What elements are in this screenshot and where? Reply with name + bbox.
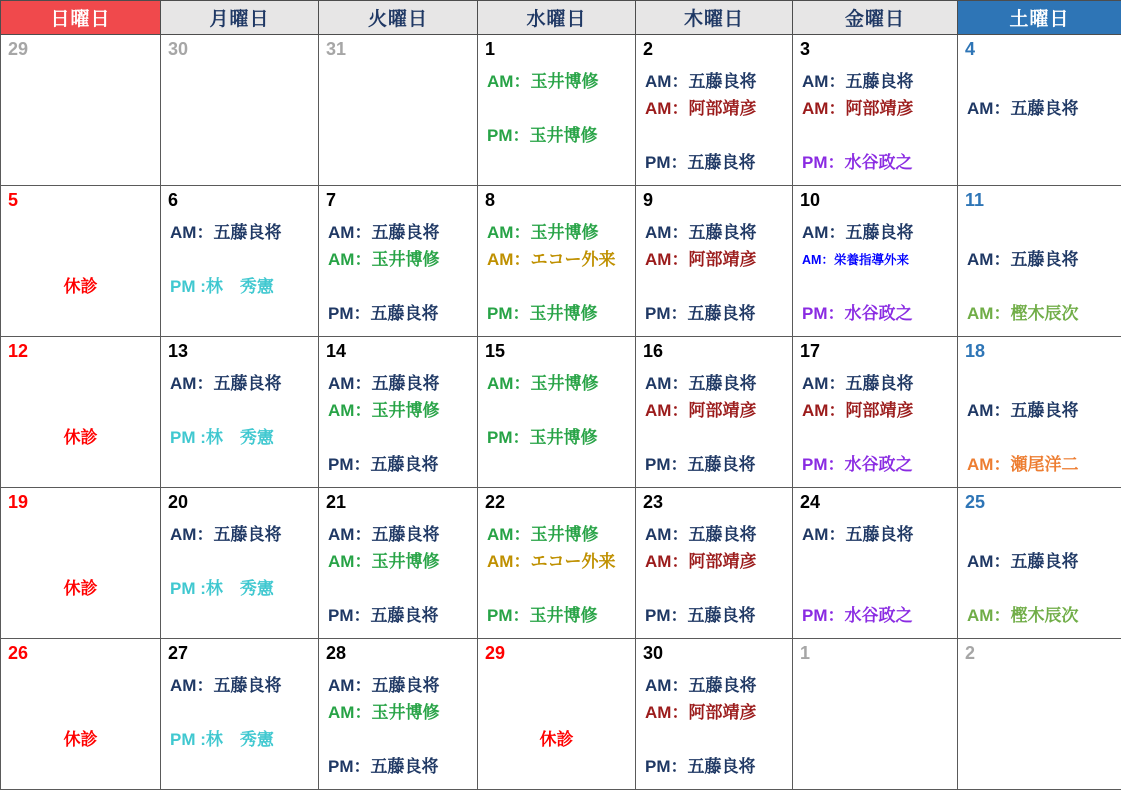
header-wednesday: 水曜日 [478, 1, 636, 35]
day-number: 8 [485, 190, 496, 210]
day-number: 9 [643, 190, 654, 210]
day-number: 19 [8, 492, 29, 512]
day-number: 11 [965, 190, 985, 210]
day-number: 17 [800, 341, 821, 361]
schedule-entry: AM：阿部靖彦 [645, 250, 757, 269]
day-cell [161, 186, 319, 337]
schedule-entry: AM：玉井博修 [487, 374, 599, 393]
schedule-entry: AM：玉井博修 [328, 401, 440, 420]
day-number: 15 [485, 341, 506, 361]
schedule-entry: AM：樫木辰次 [967, 304, 1079, 323]
schedule-entry: AM：玉井博修 [487, 223, 599, 242]
schedule-entry: AM：五藤良将 [328, 676, 440, 695]
day-cell [1, 488, 161, 639]
schedule-entry: PM：五藤良将 [645, 606, 756, 625]
day-cell [161, 337, 319, 488]
day-number: 5 [8, 190, 19, 210]
week-row [1, 186, 1121, 337]
schedule-entry: AM：五藤良将 [170, 374, 282, 393]
day-number: 22 [485, 492, 506, 512]
day-cell [1, 186, 161, 337]
day-number: 26 [8, 643, 29, 663]
day-cell [958, 35, 1121, 186]
closed-label: 休診 [539, 730, 574, 749]
schedule-entry: AM：瀬尾洋二 [967, 455, 1079, 474]
schedule-entry: AM：五藤良将 [967, 401, 1079, 420]
schedule-entry: PM：水谷政之 [802, 153, 913, 172]
day-cell [161, 488, 319, 639]
schedule-entry: PM：五藤良将 [328, 606, 439, 625]
day-number: 25 [965, 492, 986, 512]
day-cell [319, 488, 478, 639]
day-cell [319, 639, 478, 790]
schedule-entry: AM：五藤良将 [645, 525, 757, 544]
header-thursday: 木曜日 [636, 1, 793, 35]
header-saturday: 土曜日 [958, 1, 1121, 35]
header-tuesday: 火曜日 [319, 1, 478, 35]
weekday-header-row [1, 1, 1121, 35]
schedule-entry: PM：玉井博修 [487, 304, 598, 323]
day-number: 12 [8, 341, 29, 361]
day-number: 14 [326, 341, 347, 361]
header-friday: 金曜日 [793, 1, 958, 35]
schedule-entry: AM：阿部靖彦 [802, 99, 914, 118]
schedule-entry: AM：阿部靖彦 [645, 99, 757, 118]
day-number: 2 [965, 643, 976, 663]
day-number: 28 [326, 643, 347, 663]
day-number: 27 [168, 643, 189, 663]
schedule-entry: PM：五藤良将 [645, 757, 756, 776]
day-cell [793, 488, 958, 639]
calendar-body [1, 35, 1121, 790]
day-number: 3 [800, 39, 811, 59]
day-number: 29 [8, 39, 29, 59]
day-cell [478, 488, 636, 639]
day-number: 24 [800, 492, 821, 512]
week-row [1, 639, 1121, 790]
day-number: 10 [800, 190, 821, 210]
schedule-entry: PM：五藤良将 [645, 455, 756, 474]
day-cell [636, 488, 793, 639]
day-cell [958, 488, 1121, 639]
schedule-entry: PM：五藤良将 [645, 304, 756, 323]
schedule-entry: AM：五藤良将 [802, 223, 914, 242]
schedule-entry: PM：五藤良将 [328, 455, 439, 474]
day-cell [319, 186, 478, 337]
day-cell [478, 639, 636, 790]
day-cell [636, 639, 793, 790]
schedule-entry: PM：水谷政之 [802, 455, 913, 474]
schedule-entry: AM：エコー外来 [487, 250, 616, 269]
day-number: 2 [643, 39, 654, 59]
day-cell [319, 337, 478, 488]
day-number: 29 [485, 643, 506, 663]
schedule-entry: AM：五藤良将 [170, 223, 282, 242]
day-number: 18 [965, 341, 986, 361]
schedule-entry: AM：樫木辰次 [967, 606, 1079, 625]
schedule-entry: AM：玉井博修 [487, 525, 599, 544]
schedule-entry: AM：五藤良将 [802, 374, 914, 393]
closed-label: 休診 [63, 579, 98, 598]
closed-label: 休診 [63, 730, 98, 749]
day-cell [793, 186, 958, 337]
schedule-entry: PM :林 秀憲 [170, 428, 274, 447]
schedule-entry: PM :林 秀憲 [170, 277, 274, 296]
day-number: 30 [168, 39, 189, 59]
day-cell [793, 35, 958, 186]
day-number: 31 [326, 39, 347, 59]
week-row [1, 488, 1121, 639]
day-cell [1, 35, 161, 186]
schedule-entry: AM：五藤良将 [328, 223, 440, 242]
day-number: 20 [168, 492, 189, 512]
day-number: 23 [643, 492, 664, 512]
day-cell [161, 35, 319, 186]
schedule-entry: AM：五藤良将 [328, 374, 440, 393]
day-number: 13 [168, 341, 189, 361]
schedule-entry: AM：阿部靖彦 [645, 703, 757, 722]
day-number: 1 [800, 643, 811, 663]
day-cell [478, 35, 636, 186]
day-number: 30 [643, 643, 664, 663]
day-cell [636, 186, 793, 337]
day-number: 7 [326, 190, 337, 210]
schedule-entry: AM：玉井博修 [328, 552, 440, 571]
day-cell [161, 639, 319, 790]
schedule-entry: AM：五藤良将 [328, 525, 440, 544]
schedule-entry: AM：五藤良将 [645, 374, 757, 393]
week-row [1, 337, 1121, 488]
schedule-entry: AM：玉井博修 [328, 703, 440, 722]
schedule-entry: AM：五藤良将 [967, 99, 1079, 118]
schedule-entry: AM：五藤良将 [967, 552, 1079, 571]
schedule-entry: PM：水谷政之 [802, 606, 913, 625]
schedule-entry: AM：玉井博修 [328, 250, 440, 269]
schedule-entry: PM：玉井博修 [487, 428, 598, 447]
day-cell [478, 186, 636, 337]
schedule-entry: PM：五藤良将 [328, 757, 439, 776]
schedule-entry: AM：五藤良将 [170, 676, 282, 695]
schedule-entry: PM：水谷政之 [802, 304, 913, 323]
schedule-entry: AM：五藤良将 [645, 223, 757, 242]
schedule-entry: AM：五藤良将 [802, 525, 914, 544]
day-cell [958, 186, 1121, 337]
day-cell [958, 639, 1121, 790]
day-cell [636, 337, 793, 488]
schedule-entry: AM：栄養指導外来 [802, 253, 909, 267]
schedule-entry: PM：玉井博修 [487, 606, 598, 625]
schedule-entry: AM：五藤良将 [802, 72, 914, 91]
schedule-entry: AM：五藤良将 [967, 250, 1079, 269]
day-number: 6 [168, 190, 179, 210]
closed-label: 休診 [63, 277, 98, 296]
header-monday: 月曜日 [161, 1, 319, 35]
schedule-entry: AM：五藤良将 [645, 72, 757, 91]
day-number: 4 [965, 39, 976, 59]
day-number: 16 [643, 341, 664, 361]
closed-label: 休診 [63, 428, 98, 447]
schedule-entry: PM：五藤良将 [645, 153, 756, 172]
schedule-entry: AM：阿部靖彦 [802, 401, 914, 420]
header-sunday: 日曜日 [1, 1, 161, 35]
day-cell [1, 639, 161, 790]
day-cell [478, 337, 636, 488]
day-number: 1 [485, 39, 496, 59]
schedule-entry: PM：五藤良将 [328, 304, 439, 323]
day-cell [1, 337, 161, 488]
schedule-entry: PM :林 秀憲 [170, 579, 274, 598]
schedule-entry: PM：玉井博修 [487, 126, 598, 145]
schedule-entry: AM：五藤良将 [170, 525, 282, 544]
week-row [1, 35, 1121, 186]
day-number: 21 [326, 492, 347, 512]
day-cell [636, 35, 793, 186]
schedule-entry: AM：エコー外来 [487, 552, 616, 571]
schedule-entry: AM：阿部靖彦 [645, 552, 757, 571]
day-cell [319, 35, 478, 186]
schedule-entry: AM：阿部靖彦 [645, 401, 757, 420]
day-cell [958, 337, 1121, 488]
schedule-entry: AM：五藤良将 [645, 676, 757, 695]
day-cell [793, 639, 958, 790]
day-cell [793, 337, 958, 488]
schedule-entry: PM :林 秀憲 [170, 730, 274, 749]
schedule-entry: AM：玉井博修 [487, 72, 599, 91]
